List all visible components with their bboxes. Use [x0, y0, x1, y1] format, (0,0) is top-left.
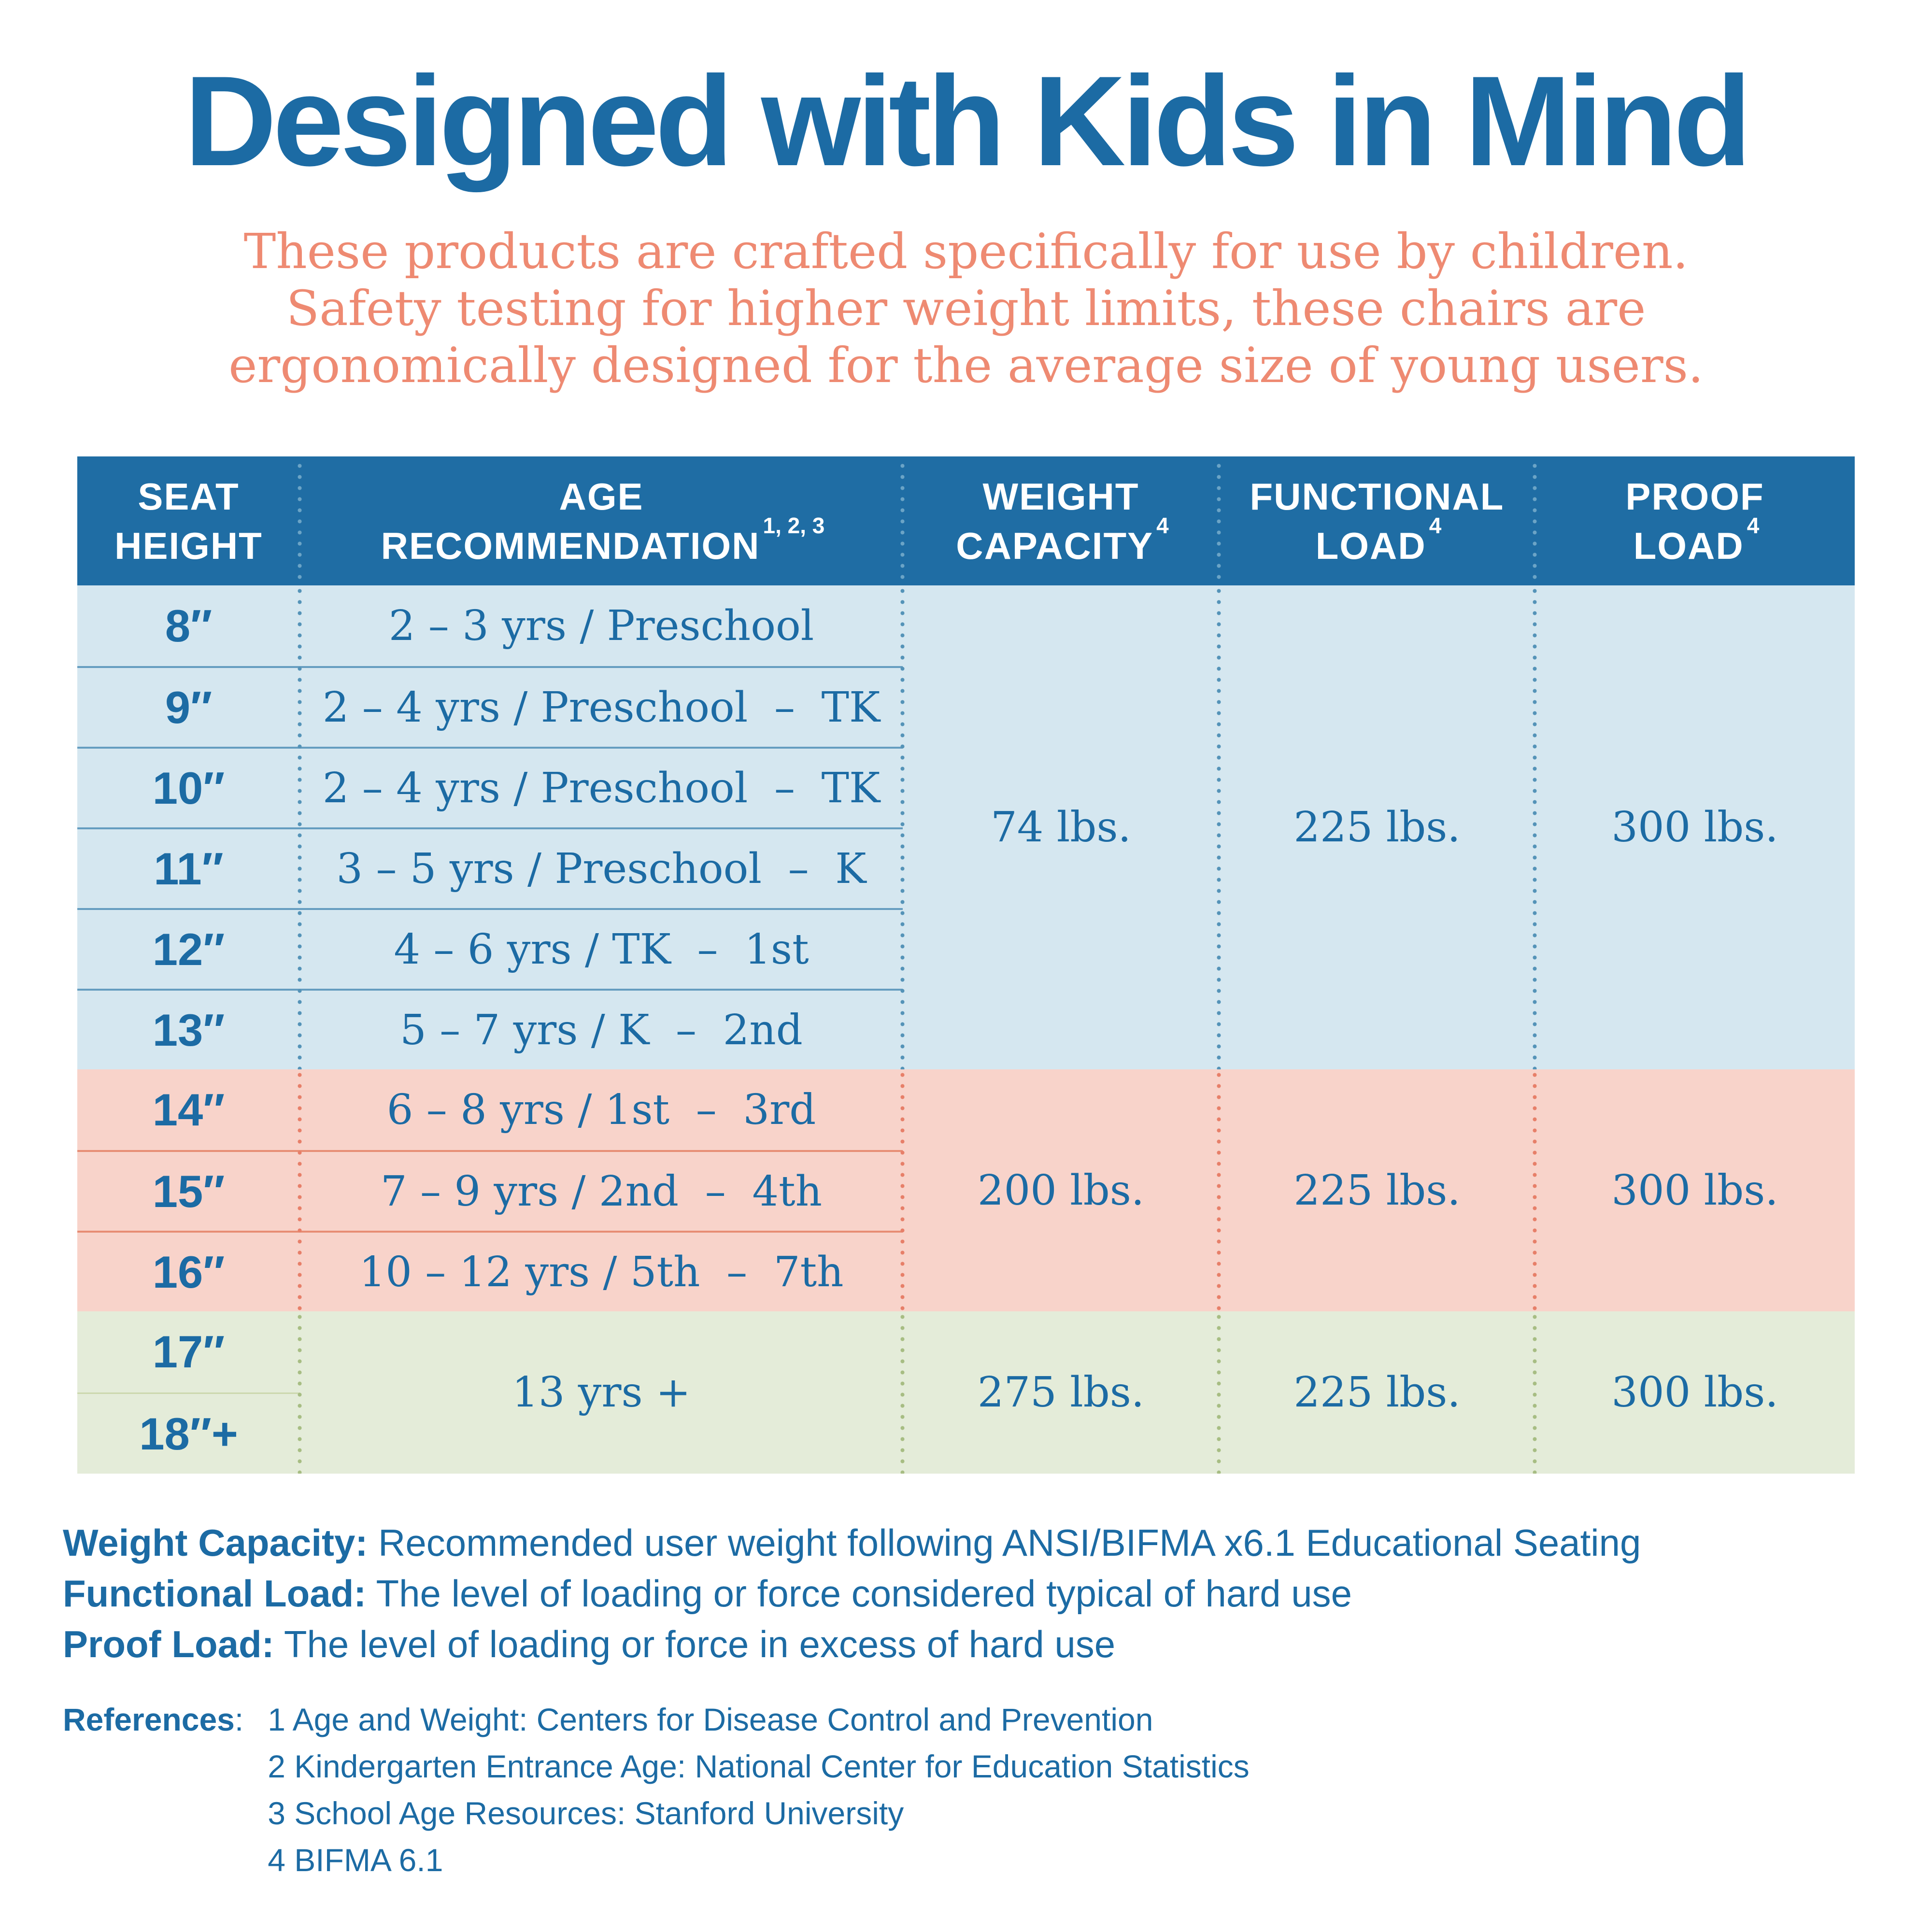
header-seat-height	[77, 456, 300, 585]
header-age-recommendation	[300, 456, 903, 585]
column-divider	[1533, 460, 1537, 585]
weight-capacity-value	[903, 1069, 1219, 1311]
age-value: 4 – 6 yrs / TK – 1st	[394, 925, 809, 974]
references-colon: :	[234, 1702, 244, 1737]
reference-item: 4 BIFMA 6.1	[268, 1842, 443, 1878]
age-cell	[300, 666, 903, 747]
header-line: WEIGHT	[982, 475, 1139, 518]
header-weight-capacity	[903, 456, 1219, 585]
seat-height-value: 18″+	[139, 1408, 238, 1459]
references-items	[268, 1696, 1250, 1884]
seat-height-value: 8″	[165, 600, 213, 651]
age-cell	[300, 585, 903, 666]
spec-table	[77, 456, 1855, 1474]
value-text: 225 lbs.	[1293, 803, 1461, 852]
seat-height-cell	[77, 827, 300, 908]
note-text: Recommended user weight following ANSI/BIFMA x6.1 Educational Seating	[368, 1521, 1641, 1564]
seat-height-value: 15″	[152, 1165, 225, 1217]
column-divider	[298, 1311, 302, 1474]
seat-height-cell	[77, 585, 300, 666]
age-value: 2 – 3 yrs / Preschool	[388, 601, 814, 650]
page-subtitle	[0, 223, 1932, 394]
header-proof-load	[1535, 456, 1855, 585]
value-text: 74 lbs.	[991, 803, 1131, 852]
header-text: LOAD	[1633, 524, 1744, 567]
age-cell	[300, 989, 903, 1069]
weight-capacity-value	[903, 1311, 1219, 1474]
column-divider	[1217, 1311, 1221, 1474]
age-cell	[300, 1231, 903, 1311]
spec-table-grid	[77, 456, 1855, 1474]
header-superscript: 4	[1156, 512, 1169, 538]
column-divider	[900, 585, 905, 1069]
age-value: 2 – 4 yrs / Preschool – TK	[322, 683, 881, 732]
functional-load-value	[1219, 1069, 1535, 1311]
subtitle-line-3: ergonomically designed for the average size of young users.	[228, 337, 1704, 394]
age-value: 6 – 8 yrs / 1st – 3rd	[386, 1085, 816, 1134]
header-text: RECOMMENDATION	[381, 524, 760, 567]
value-text: 300 lbs.	[1611, 1368, 1778, 1417]
proof-load-value	[1535, 1069, 1855, 1311]
seat-height-value: 9″	[165, 682, 213, 733]
seat-height-value: 12″	[152, 923, 225, 975]
header-superscript: 4	[1429, 512, 1442, 538]
seat-height-cell	[77, 1311, 300, 1392]
seat-height-value: 14″	[152, 1084, 225, 1135]
reference-item: 2 Kindergarten Entrance Age: National Center for Education Statistics	[268, 1748, 1250, 1784]
seat-height-value: 17″	[152, 1326, 225, 1377]
header-line: PROOF	[1625, 475, 1764, 518]
functional-load-value	[1219, 585, 1535, 1069]
age-cell	[300, 1311, 903, 1474]
header-line: FUNCTIONAL	[1250, 475, 1505, 518]
note-label: Weight Capacity:	[63, 1521, 368, 1564]
note-label: Functional Load:	[63, 1572, 367, 1615]
references-label-text: References	[63, 1702, 235, 1737]
header-line: SEAT	[138, 475, 240, 518]
age-cell	[300, 1150, 903, 1231]
note-line	[63, 1619, 1869, 1670]
subtitle-line-2: Safety testing for higher weight limits, these chairs are	[286, 280, 1646, 337]
note-line	[63, 1518, 1869, 1568]
seat-height-cell	[77, 666, 300, 747]
age-cell	[300, 1069, 903, 1150]
seat-height-value: 11″	[154, 843, 224, 894]
header-text: LOAD	[1315, 524, 1426, 567]
note-line	[63, 1568, 1869, 1619]
header-line	[956, 512, 1169, 570]
seat-height-cell	[77, 908, 300, 989]
column-divider	[1533, 1069, 1537, 1311]
seat-height-cell	[77, 1069, 300, 1150]
header-line: AGE	[559, 475, 644, 518]
age-cell	[300, 747, 903, 827]
age-value: 3 – 5 yrs / Preschool – K	[336, 844, 867, 893]
definition-notes	[63, 1518, 1869, 1670]
seat-height-value: 16″	[152, 1246, 225, 1297]
header-functional-load	[1219, 456, 1535, 585]
value-text: 275 lbs.	[977, 1368, 1145, 1417]
column-divider	[1217, 1069, 1221, 1311]
proof-load-value	[1535, 1311, 1855, 1474]
subtitle-line-1: These products are crafted specifically for use by children.	[243, 223, 1689, 280]
note-text: The level of loading or force considered typical of hard use	[366, 1572, 1352, 1615]
age-value: 5 – 7 yrs / K – 2nd	[400, 1006, 803, 1054]
header-superscript: 4	[1747, 512, 1760, 538]
references-label	[63, 1696, 243, 1743]
header-line	[381, 512, 825, 570]
column-divider	[900, 1311, 905, 1474]
reference-item: 3 School Age Resources: Stanford University	[268, 1795, 904, 1831]
note-label: Proof Load:	[63, 1623, 274, 1665]
header-text: HEIGHT	[114, 524, 263, 567]
column-divider	[1533, 585, 1537, 1069]
seat-height-cell	[77, 1392, 300, 1474]
note-text: The level of loading or force in excess of hard use	[274, 1623, 1116, 1665]
header-line	[114, 521, 263, 570]
column-divider	[1217, 460, 1221, 585]
column-divider	[1533, 1311, 1537, 1474]
proof-load-value	[1535, 585, 1855, 1069]
header-line	[1315, 512, 1442, 570]
seat-height-cell	[77, 747, 300, 827]
column-divider	[900, 460, 905, 585]
age-value: 7 – 9 yrs / 2nd – 4th	[380, 1167, 823, 1216]
age-cell	[300, 827, 903, 908]
header-line	[1633, 512, 1760, 570]
column-divider	[900, 1069, 905, 1311]
page-title: Designed with Kids in Mind	[184, 50, 1748, 193]
value-text: 300 lbs.	[1611, 803, 1778, 852]
column-divider	[1217, 585, 1221, 1069]
value-text: 225 lbs.	[1293, 1166, 1461, 1215]
column-divider	[298, 460, 302, 585]
value-text: 200 lbs.	[977, 1166, 1145, 1215]
age-cell	[300, 908, 903, 989]
seat-height-value: 10″	[152, 762, 225, 813]
reference-item: 1 Age and Weight: Centers for Disease Control and Prevention	[268, 1702, 1153, 1737]
references-block	[63, 1696, 1869, 1884]
weight-capacity-value	[903, 585, 1219, 1069]
seat-height-value: 13″	[152, 1004, 225, 1055]
column-divider	[298, 1069, 302, 1311]
seat-height-cell	[77, 989, 300, 1069]
age-value: 2 – 4 yrs / Preschool – TK	[322, 764, 881, 812]
header-text: CAPACITY	[956, 524, 1154, 567]
functional-load-value	[1219, 1311, 1535, 1474]
value-text: 300 lbs.	[1611, 1166, 1778, 1215]
age-value: 10 – 12 yrs / 5th – 7th	[359, 1248, 844, 1296]
seat-height-cell	[77, 1150, 300, 1231]
age-value: 13 yrs +	[512, 1368, 691, 1417]
header-superscript: 1, 2, 3	[763, 512, 825, 538]
seat-height-cell	[77, 1231, 300, 1311]
value-text: 225 lbs.	[1293, 1368, 1461, 1417]
column-divider	[298, 585, 302, 1069]
